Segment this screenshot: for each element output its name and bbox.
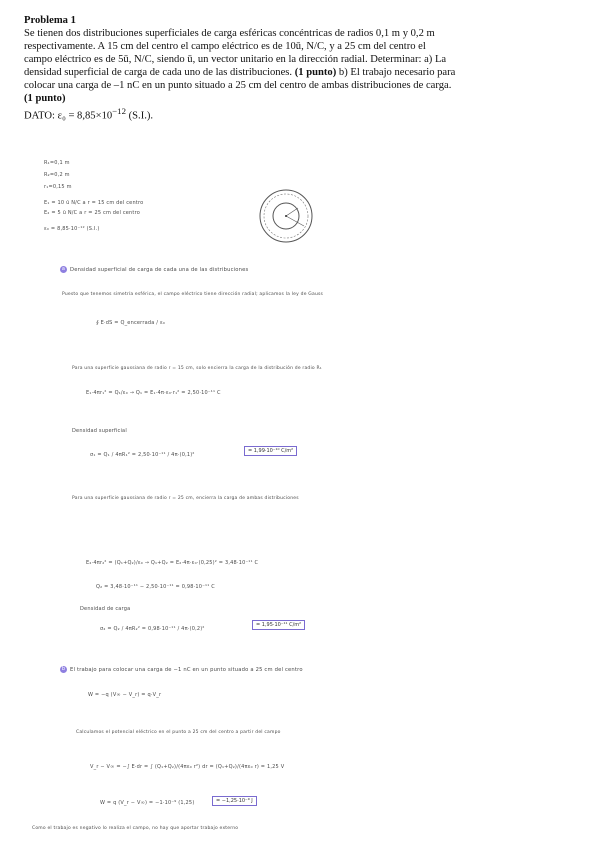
density-label: Densidad superficial [72,428,127,434]
data-text: DATO: ε₀ = 8,85×10 [24,110,113,122]
data-text: (S.I.). [125,110,154,122]
hand-data-e2: E₂ = 5 ū N/C a r = 25 cm del centro [44,210,140,216]
gauss-intro: Puesto que tenemos simetría esférica, el campo eléctrico tiene dirección radial; aplicamos la ley de Gauss [62,292,324,297]
statement-line [24,92,464,105]
part-a-heading-text: Densidad superficial de carga de cada una de las distribuciones [70,267,249,273]
statement-text: b) El trabajo necesario para [336,67,456,78]
radius-line [286,208,298,216]
sigma1-equation: σ₁ = Q₁ / 4πR₁² = 2,50·10⁻¹¹ / 4π·(0,1)² [90,452,195,458]
statement-line [24,66,464,79]
part-a-heading [60,266,248,273]
part-b-heading-text: El trabajo para colocar una carga de −1 nC en un punto situado a 25 cm del centro [70,667,303,673]
hand-data-r2: R₂=0,2 m [44,172,70,178]
exponent: −12 [112,106,126,116]
hand-data-e1: E₁ = 10 ū N/C a r = 15 cm del centro [44,200,144,206]
gauss-equation: ∮ E·dS = Q_encerrada / ε₀ [96,320,166,326]
second-sphere-text: Para una superficie gaussiana de radio r = 25 cm, encierra la carga de ambas distribuciones [72,496,299,501]
hand-data-r: r₁=0,15 m [44,184,72,190]
work-equation: W = −q (V∞ − V_r) = q·V_r [88,692,162,698]
data-line [24,105,464,123]
statement-line: Se tienen dos distribuciones superficiales de carga esféricas concéntricas de radios 0,1 m y 0,2 m [24,28,435,39]
statement-line: respectivamente. A 15 cm del centro el campo eléctrico es de 10ū, N/C, y a 25 cm del centro el [24,41,426,52]
work-result-equation: W = q (V_r − V∞) = −1·10⁻⁹ (1,25) [100,800,195,806]
center-point [285,215,287,217]
part-b-heading [60,666,303,673]
potential-equation: V_r − V∞ = −∫ E·dr = ∫ (Q₁+Q₂)/(4πε₀ r²) dr = (Q₁+Q₂)/(4πε₀ r) = 1,25 V [90,764,285,770]
statement-text: densidad superficial de carga de cada uno de las distribuciones. [24,67,295,78]
density2-label: Densidad de carga [80,606,131,612]
points-label: (1 punto) [24,93,66,104]
conclusion-text: Como el trabajo es negativo lo realiza el campo, no hay que aportar trabajo externo [32,826,239,831]
potential-text: Calculamos el potencial eléctrico en el punto a 25 cm del centro a partir del campo [76,730,281,735]
problem-title: Problema 1 [24,15,76,26]
first-sphere-text: Para una superficie gaussiana de radio r = 15 cm, solo encierra la carga de la distribución de radio R₁ [72,366,322,371]
part-b-badge: b [61,666,66,672]
sigma1-result-box: = 1,99·10⁻¹⁰ C/m² [244,446,297,456]
part-a-badge: a [61,266,66,272]
second-sphere-equation: E₂·4πr₂² = (Q₁+Q₂)/ε₀ → Q₁+Q₂ = E₂·4π·ε₀·(0,25)² = 3,48·10⁻¹¹ C [86,560,259,566]
concentric-spheres-diagram [258,188,314,244]
work-result-box: = −1,25·10⁻⁹ J [212,796,257,806]
q2-equation: Q₂ = 3,48·10⁻¹¹ − 2,50·10⁻¹¹ = 0,98·10⁻¹¹ C [96,584,215,590]
statement-line: colocar una carga de –1 nC en un punto situado a 25 cm del centro de ambas distribuciones de carga. [24,80,452,91]
radius-line [286,216,304,226]
sigma2-result-box: = 1,95·10⁻¹¹ C/m² [252,620,305,630]
points-label: (1 punto) [294,67,337,78]
statement-line: campo eléctrico es de 5ū, N/C, siendo ū, un vector unitario en la dirección radial. Determinar: a) La [24,54,447,65]
hand-data-r1: R₁=0,1 m [44,160,70,166]
hand-data-eps: ε₀ = 8,85·10⁻¹² (S.I.) [44,226,100,232]
sigma2-equation: σ₂ = Q₂ / 4πR₂² = 0,98·10⁻¹¹ / 4π·(0,2)² [100,626,205,632]
problem-statement [24,14,464,123]
first-sphere-equation: E₁·4πr₁² = Q₁/ε₀ → Q₁ = E₁·4π·ε₀·r₁² = 2,50·10⁻¹¹ C [86,390,221,396]
